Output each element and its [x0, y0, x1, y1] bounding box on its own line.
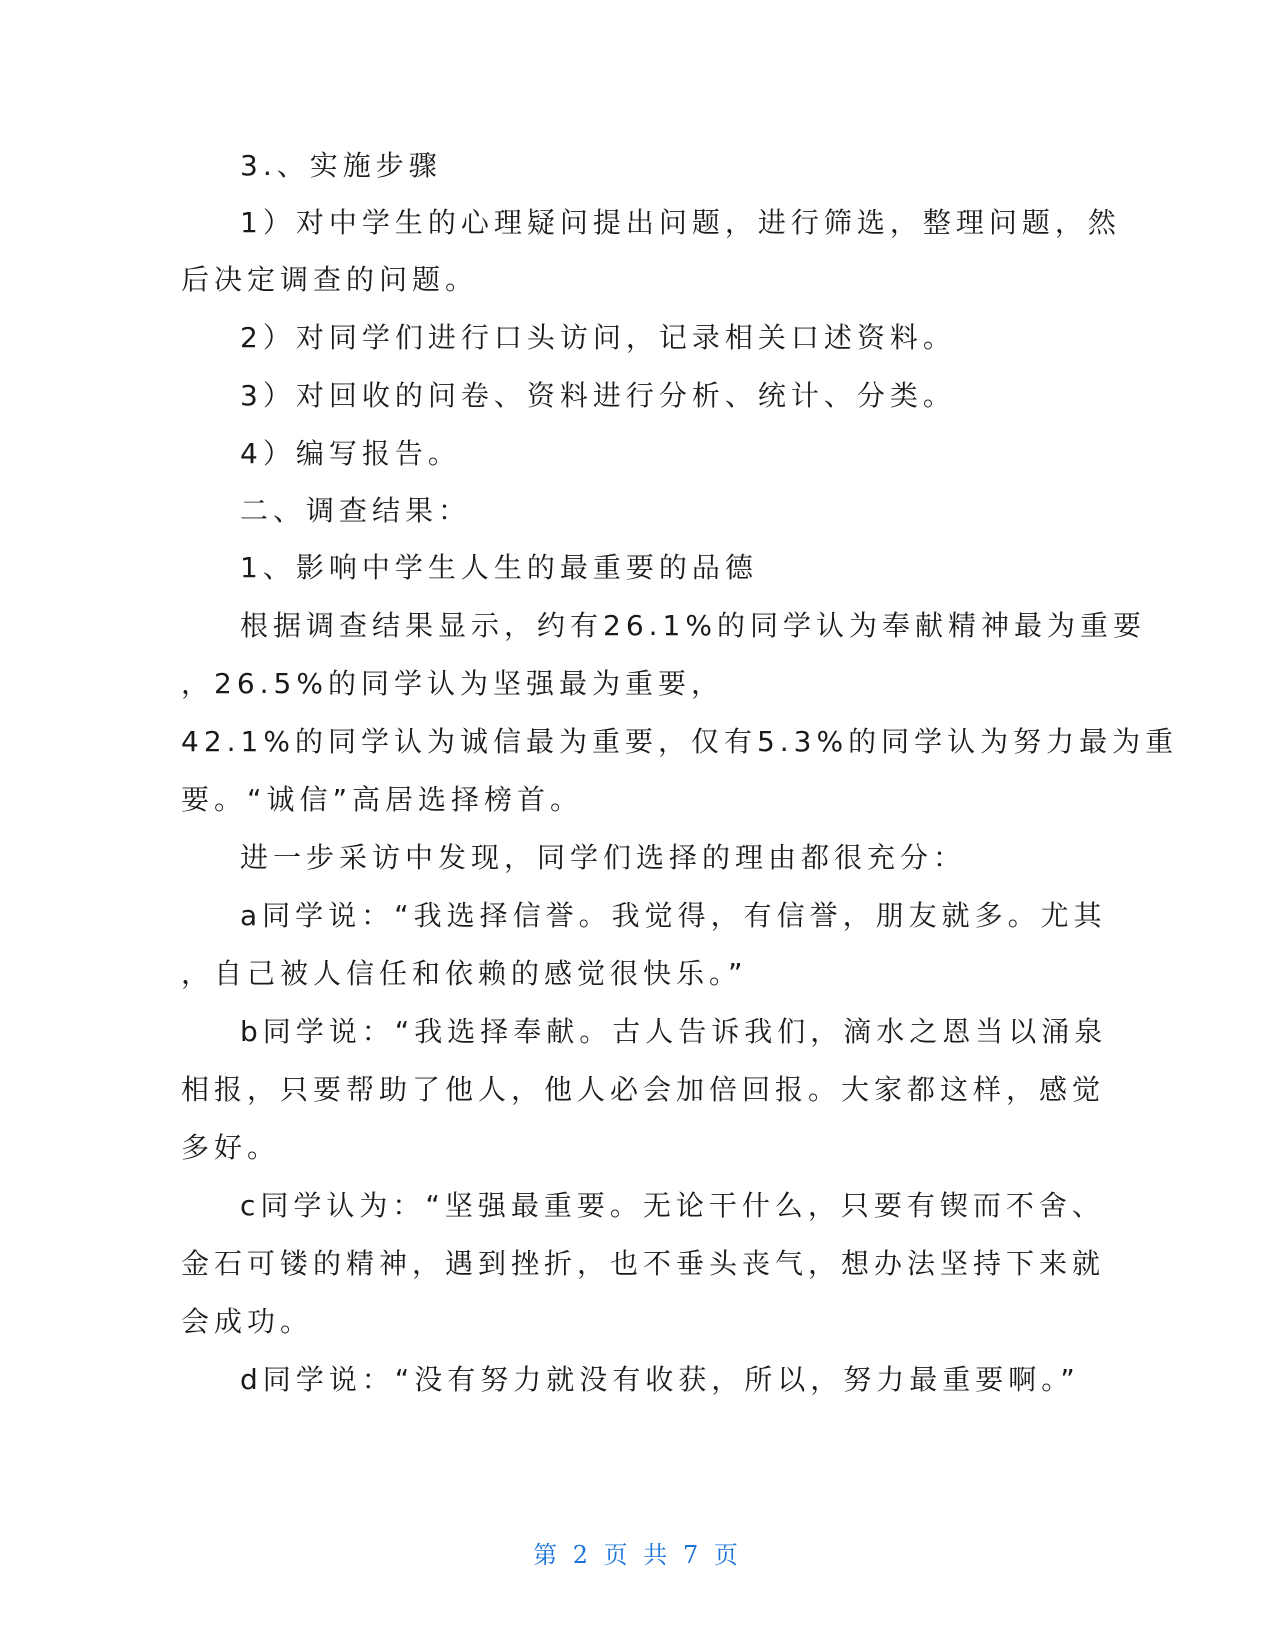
- student-b-line-1: b同学说：“我选择奉献。古人告诉我们，滴水之恩当以涌泉: [240, 1015, 1108, 1048]
- subheading-virtues: 1、影响中学生人生的最重要的品德: [240, 551, 758, 584]
- student-a-line-1: a同学说：“我选择信誉。我觉得，有信誉，朋友就多。尤其: [240, 899, 1107, 932]
- step-3: 3）对回收的问卷、资料进行分析、统计、分类。: [240, 379, 956, 412]
- step-1-line-1: 1）对中学生的心理疑问提出问题，进行筛选，整理问题，然: [240, 206, 1121, 239]
- student-c-line-2: 金石可镂的精神，遇到挫折，也不垂头丧气，想办法坚持下来就: [181, 1247, 1106, 1280]
- student-a-line-2: ，自己被人信任和依赖的感觉很快乐。”: [181, 957, 748, 990]
- results-paragraph-line-2: ，26.5%的同学认为坚强最为重要，: [181, 667, 724, 700]
- interview-intro: 进一步采访中发现，同学们选择的理由都很充分：: [240, 841, 967, 874]
- student-b-line-2: 相报，只要帮助了他人，他人必会加倍回报。大家都这样，感觉: [181, 1073, 1106, 1106]
- results-paragraph-line-1: 根据调查结果显示，约有26.1%的同学认为奉献精神最为重要: [240, 609, 1146, 642]
- student-c-line-1: c同学认为：“坚强最重要。无论干什么，只要有锲而不舍、: [240, 1189, 1105, 1222]
- student-b-line-3: 多好。: [181, 1131, 281, 1164]
- section-heading-results: 二、调查结果：: [240, 494, 472, 527]
- page-footer: 第 2 页 共 7 页: [533, 1541, 742, 1569]
- step-2: 2）对同学们进行口头访问，记录相关口述资料。: [240, 321, 956, 354]
- student-c-line-3: 会成功。: [181, 1305, 314, 1338]
- results-paragraph-line-4: 要。“诚信”高居选择榜首。: [181, 783, 584, 816]
- step-1-line-2: 后决定调查的问题。: [181, 263, 479, 296]
- student-d-line-1: d同学说：“没有努力就没有收获，所以，努力最重要啊。”: [240, 1363, 1080, 1396]
- step-4: 4）编写报告。: [240, 437, 461, 470]
- results-paragraph-line-3: 42.1%的同学认为诚信最为重要，仅有5.3%的同学认为努力最为重: [181, 725, 1179, 758]
- heading-steps: 3.、实施步骤: [240, 149, 442, 182]
